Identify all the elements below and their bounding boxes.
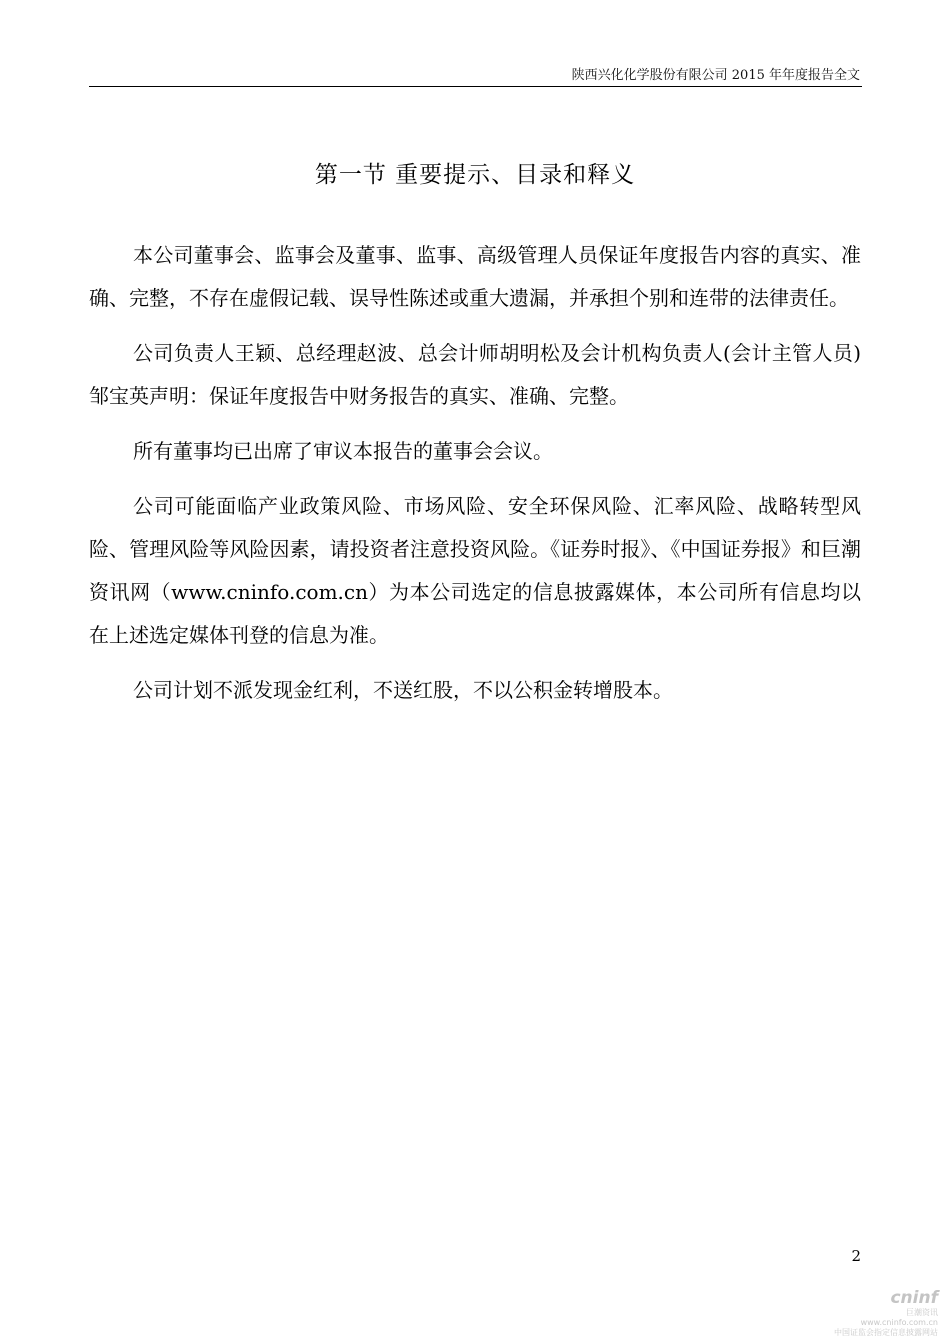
cninfo-watermark (828, 1288, 938, 1338)
running-header: 陕西兴化化学股份有限公司 2015 年年度报告全文 (571, 68, 860, 83)
watermark-tagline: 中国证监会指定信息披露网站 (834, 1328, 938, 1337)
paragraph-risk-disclosure: 公司可能面临产业政策风险、市场风险、安全环保风险、汇率风险、战略转型风险、管理风险等风险因素，请投资者注意投资风险。《证券时报》、《中国证券报》和巨潮资讯网（www.cninfo.com.cn）为本公司选定的信息披露媒体，本公司所有信息均以在上述选定媒体刊登的信息为准。 (89, 494, 861, 647)
paragraph-responsibility-statement: 本公司董事会、监事会及董事、监事、高级管理人员保证年度报告内容的真实、准确、完整，不存在虚假记载、误导性陈述或重大遗漏，并承担个别和连带的法律责任。 (89, 243, 861, 310)
watermark-url: www.cninfo.com.cn (860, 1318, 938, 1327)
watermark-logo: cninf (890, 1288, 938, 1308)
watermark-name: 巨潮资讯 (906, 1308, 938, 1317)
body-text (89, 234, 861, 724)
paragraph-dividend-plan: 公司计划不派发现金红利，不送红股，不以公积金转增股本。 (133, 678, 673, 702)
header-divider (89, 86, 862, 87)
section-title: 第一节 重要提示、目录和释义 (314, 162, 636, 188)
paragraph-officers-declaration: 公司负责人王颖、总经理赵波、总会计师胡明松及会计机构负责人(会计主管人员)邹宝英声明：保证年度报告中财务报告的真实、准确、完整。 (89, 341, 861, 408)
paragraph-board-attendance: 所有董事均已出席了审议本报告的董事会会议。 (133, 439, 553, 463)
page-number: 2 (851, 1247, 861, 1265)
